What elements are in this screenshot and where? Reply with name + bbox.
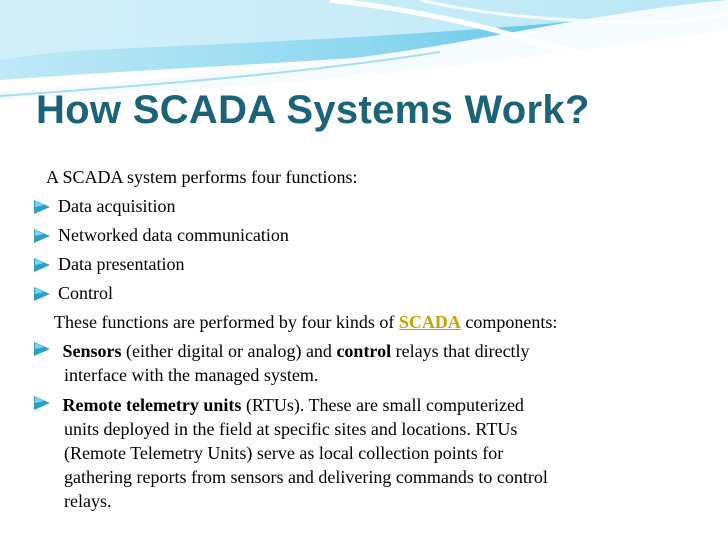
scada-link[interactable]: SCADA <box>398 312 461 332</box>
components-intro-after: components: <box>460 312 558 332</box>
list-item: Sensors (either digital or analog) and control relays that directly <box>34 339 694 363</box>
components-intro <box>34 308 694 337</box>
rtu-term: Remote telemetry units <box>62 395 242 415</box>
control-term: control <box>336 341 392 361</box>
list-item <box>34 250 694 279</box>
component-rtus-line-4: gathering reports from sensors and delivering commands to control <box>64 467 548 487</box>
bullet-icon <box>34 221 58 250</box>
component-sensors-line-2: interface with the managed system. <box>64 365 319 385</box>
list-item <box>34 279 694 308</box>
function-item-1: Data acquisition <box>58 196 176 216</box>
bullet-icon <box>34 339 58 363</box>
list-item <box>34 221 694 250</box>
function-item-3: Data presentation <box>58 254 185 274</box>
bullet-icon <box>34 192 58 221</box>
bullet-icon <box>34 393 58 417</box>
component-rtus-line-2: units deployed in the field at specific sites and locations. RTUs <box>64 419 518 439</box>
slide-title: How SCADA Systems Work? <box>36 88 590 132</box>
sensors-term: Sensors <box>62 341 122 361</box>
function-item-2: Networked data communication <box>58 225 289 245</box>
list-item: Remote telemetry units (RTUs). These are small computerized <box>34 393 694 417</box>
list-item <box>34 192 694 221</box>
components-intro-before: These functions are performed by four kinds of <box>54 312 399 332</box>
bullet-icon <box>34 250 58 279</box>
bullet-icon <box>34 279 58 308</box>
functions-intro: A SCADA system performs four functions: <box>46 167 358 187</box>
function-item-4: Control <box>58 283 114 303</box>
component-sensors <box>34 339 694 387</box>
component-rtus-line-3: (Remote Telemetry Units) serve as local collection points for <box>64 443 504 463</box>
component-rtus-line-5: relays. <box>64 491 112 511</box>
slide-body <box>34 163 694 513</box>
component-rtus <box>34 393 694 513</box>
